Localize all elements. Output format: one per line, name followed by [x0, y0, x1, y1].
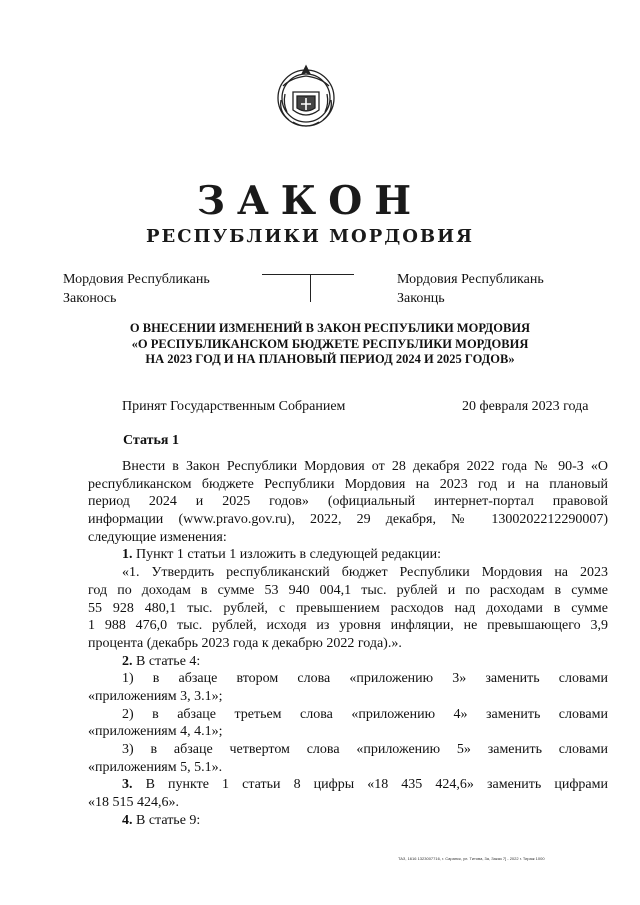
article-line: «приложениям 3, 3.1»;	[88, 688, 223, 704]
article-line: 1. Пункт 1 статьи 1 изложить в следующей редакции:	[122, 547, 441, 563]
article-line: 2) в абзаце третьем слова «приложению 4» заменить словами	[122, 706, 608, 722]
article-line: процента (декабрь 2023 года к декабрю 2022 года).».	[88, 635, 402, 651]
article-line: «1. Утвердить республиканский бюджет Республики Мордовия на 2023	[122, 565, 608, 581]
article-line: 3) в абзаце четвертом слова «приложению 5» заменить словами	[122, 742, 608, 757]
article-line: 2. В статье 4:	[122, 653, 201, 669]
right-language-line: Мордовия Республикань	[397, 272, 544, 287]
item-number: 1.	[122, 547, 133, 563]
right-language-line: Законць	[397, 291, 445, 306]
article-body	[88, 458, 608, 829]
article-line: 3. В пункте 1 статьи 8 цифры «18 435 424,6» заменить цифрами	[122, 777, 608, 793]
article-line: 4. В статье 9:	[122, 812, 201, 828]
law-title-line: «О РЕСПУБЛИКАНСКОМ БЮДЖЕТЕ РЕСПУБЛИКИ МОРДОВИЯ	[131, 336, 529, 351]
divider-horizontal	[262, 274, 354, 275]
article-line: 55 928 480,1 тыс. рублей, с превышением расходов над доходами в сумме	[88, 600, 608, 616]
law-title-line: НА 2023 ГОД И НА ПЛАНОВЫЙ ПЕРИОД 2024 И 2025 ГОДОВ»	[145, 352, 515, 366]
left-language-line: Мордовия Республикань	[63, 272, 210, 287]
article-line: «приложениям 4, 4.1»;	[88, 724, 223, 740]
article-line: следующие изменения:	[88, 529, 227, 545]
law-title-line: О ВНЕСЕНИИ ИЗМЕНЕНИЙ В ЗАКОН РЕСПУБЛИКИ МОРДОВИЯ	[129, 321, 531, 335]
article-line: 1 988 476,0 тыс. рублей, исходя из уровня инфляции, не превышающего 3,9	[88, 618, 608, 634]
article-line: 1) в абзаце втором слова «приложению 3» заменить словами	[122, 671, 608, 687]
article-line: год по доходам в сумме 53 940 004,1 тыс. рублей и по расходам в сумме	[88, 582, 608, 598]
item-number: 2.	[122, 653, 133, 669]
coat-of-arms-icon	[271, 60, 341, 134]
divider-vertical	[310, 274, 311, 302]
left-language-line: Законоcь	[63, 291, 117, 306]
article-heading: Статья 1	[123, 433, 179, 448]
print-footer: ТАЗ, 1616 1323007716, г. Саранск, ул. Титова, 3а, Заказ 7] - 2022 г. Тираж 1000	[398, 856, 545, 861]
law-title	[60, 321, 600, 368]
republic-heading: РЕСПУБЛИКИ МОРДОВИЯ	[145, 226, 475, 247]
right-language-block	[397, 270, 544, 308]
article-line: «18 515 424,6».	[88, 795, 179, 811]
adoption-date: 20 февраля 2023 года	[462, 399, 589, 414]
article-line: «приложениям 5, 5.1».	[88, 759, 223, 775]
article-line: информации (www.pravo.gov.ru), 2022, 29 декабря, № 1300202212290007)	[88, 512, 608, 528]
item-number: 3.	[122, 777, 133, 793]
article-line: Внести в Закон Республики Мордовия от 28 декабря 2022 года № 90-З «О	[122, 459, 608, 474]
item-number: 4.	[122, 812, 133, 828]
article-line: период 2024 и 2025 годов» (официальный интернет-портал правовой	[88, 494, 608, 510]
article-line: республиканском бюджете Республики Мордовия на 2023 год и на плановый	[88, 476, 608, 492]
adopted-by: Принят Государственным Собранием	[122, 399, 346, 414]
left-language-block	[63, 270, 210, 308]
law-heading: ЗАКОН	[196, 178, 424, 224]
